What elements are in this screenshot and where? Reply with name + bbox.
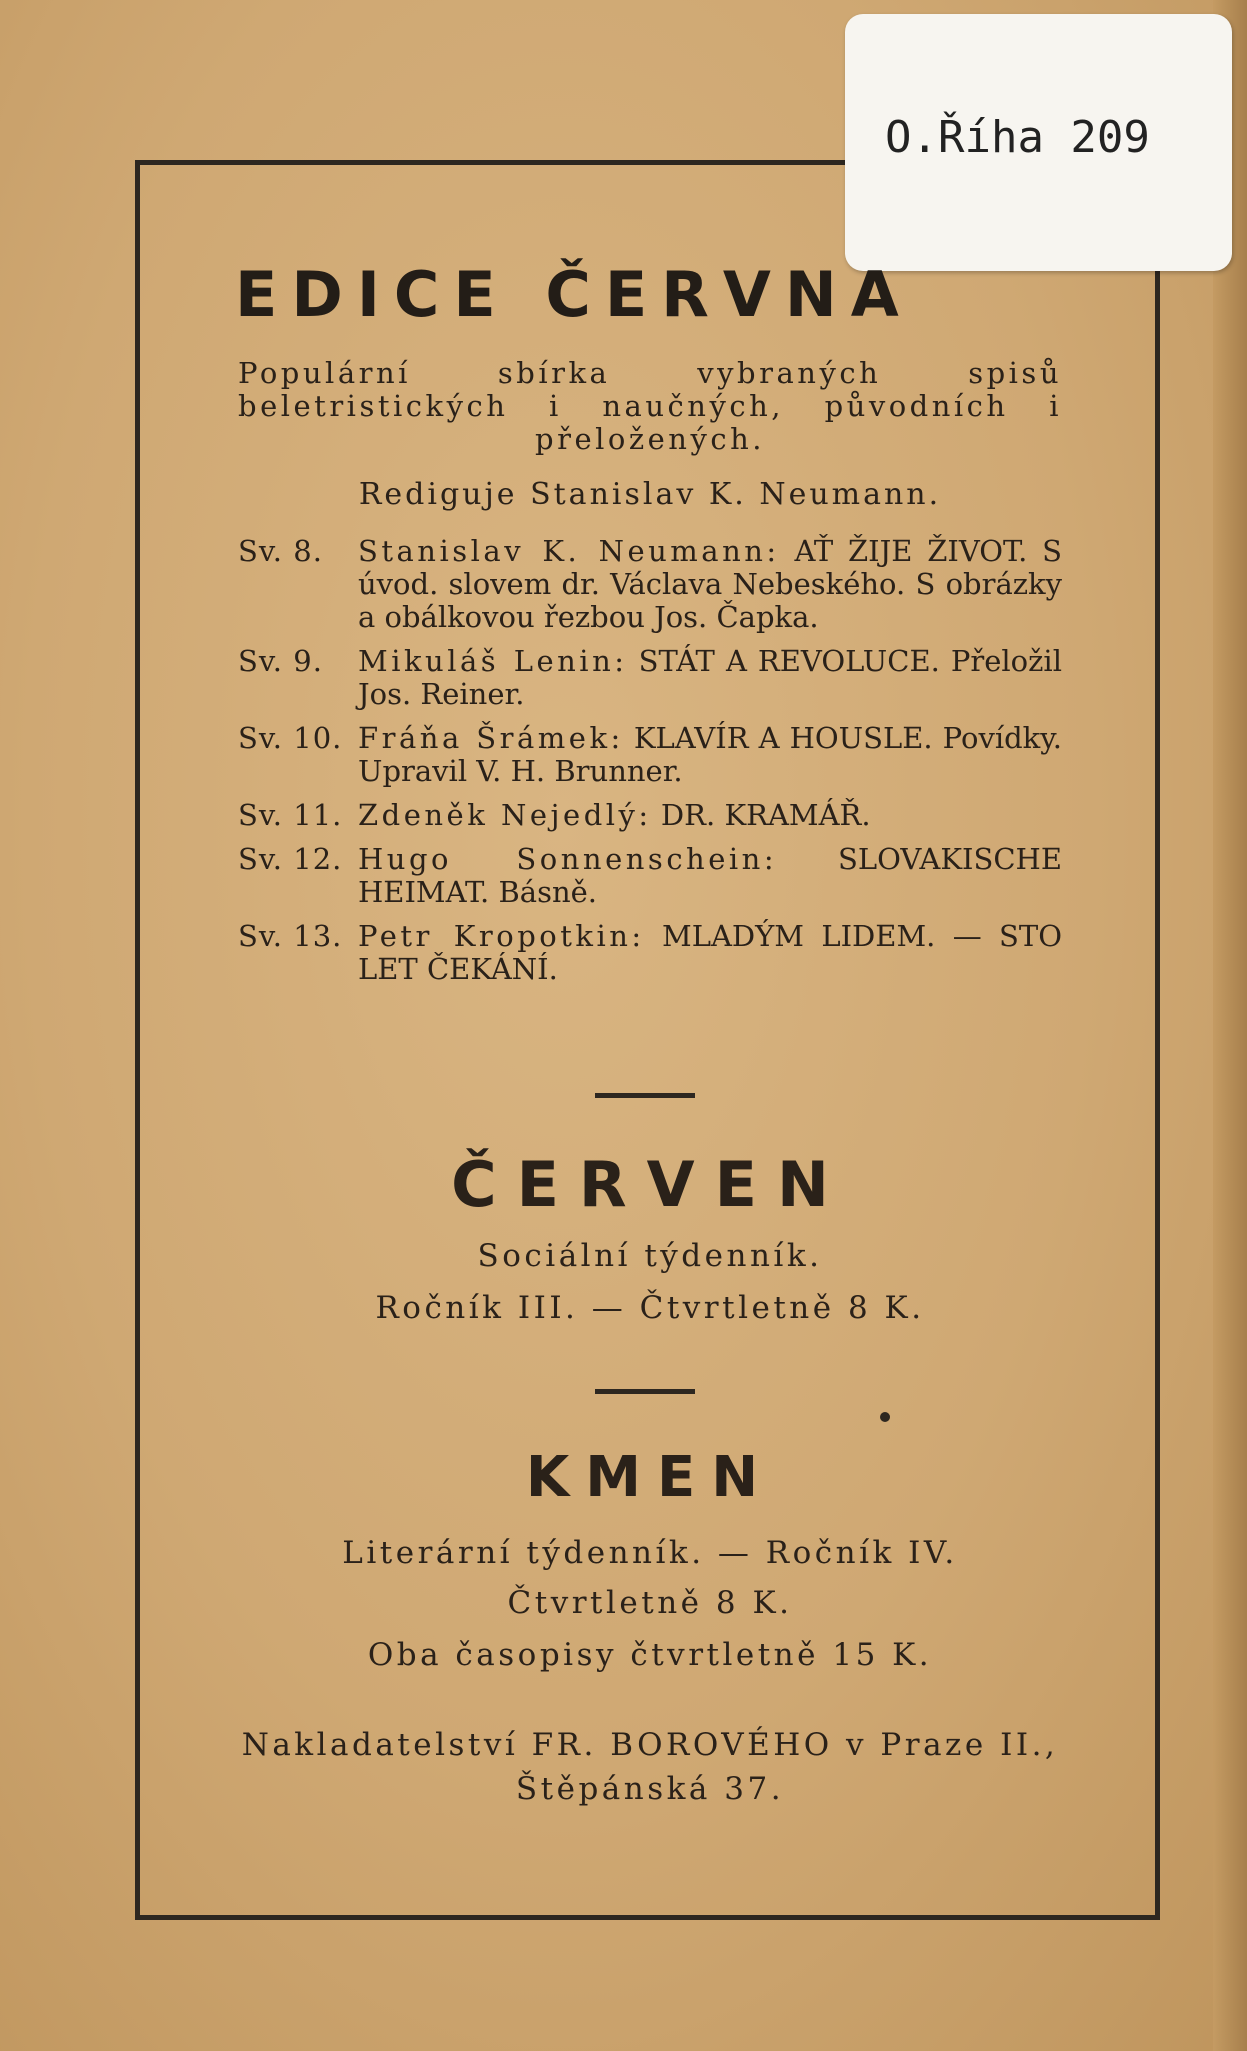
volume-author: Hugo Sonnenschein: [358,842,778,876]
label-text: O.Říha 209 [885,112,1150,163]
volume-work: DR. KRAMÁŘ. [651,798,871,832]
volume-work: STÁT A REVOLUCE. Přeložil Jos. Reiner. [358,644,1062,711]
volume-author: Petr Kropotkin: [358,919,645,953]
volume-number: Sv. 9. [238,644,323,678]
ink-dot [880,1412,890,1422]
cerven-title: ČERVEN [451,1148,849,1221]
volume-work: MLADÝM LIDEM. — STO LET ČEKÁNÍ. [358,919,1062,986]
list-item [238,535,1062,634]
edition-editor: Rediguje Stanislav K. Neumann. [358,477,942,512]
volume-number: Sv. 12. [238,842,343,876]
list-item [238,722,1062,788]
cerven-subtitle: Sociální týdenník. [477,1238,823,1274]
publisher-line2: Štěpánská 37. [515,1771,785,1807]
volume-author: Mikuláš Lenin: [358,644,628,678]
volume-work: SLOVAKISCHE HEIMAT. Básně. [358,842,1062,909]
volume-number: Sv. 13. [238,919,343,953]
publisher-line1: Nakladatelství FR. BOROVÉHO v Praze II., [241,1727,1059,1763]
divider [595,1389,695,1394]
list-item [238,843,1062,909]
combined-price: Oba časopisy čtvrtletně 15 K. [367,1637,933,1673]
kmen-subtitle: Literární týdenník. — Ročník IV. [342,1535,958,1571]
volume-list [238,535,1062,997]
kmen-price: Čtvrtletně 8 K. [507,1585,793,1621]
volume-work: AŤ ŽIJE ŽIVOT. S úvod. slovem dr. Václava Nebeského. S obrázky a obálkovou řezbou Jos. Čapka. [358,534,1063,634]
volume-author: Stanislav K. Neumann: [358,534,780,568]
volume-work: KLAVÍR A HOUSLE. Povídky. Upravil V. H. Brunner. [358,721,1062,788]
volume-author: Fráňa Šrámek: [358,721,624,755]
list-item [238,645,1062,711]
list-item [238,799,1062,832]
library-label [845,14,1232,271]
volume-author: Zdeněk Nejedlý: [358,798,652,832]
volume-number: Sv. 8. [238,534,323,568]
volume-number: Sv. 10. [238,721,343,755]
kmen-title: KMEN [525,1445,775,1510]
cerven-info: Ročník III. — Čtvrtletně 8 K. [375,1290,925,1326]
volume-number: Sv. 11. [238,798,343,832]
divider [595,1093,695,1098]
edition-title: EDICE ČERVNA [235,258,913,331]
cover-edge [1213,0,1247,2051]
edition-intro: Populární sbírka vybraných spisů beletristických i naučných, původních i přeložených. [238,356,1062,456]
list-item [238,920,1062,986]
